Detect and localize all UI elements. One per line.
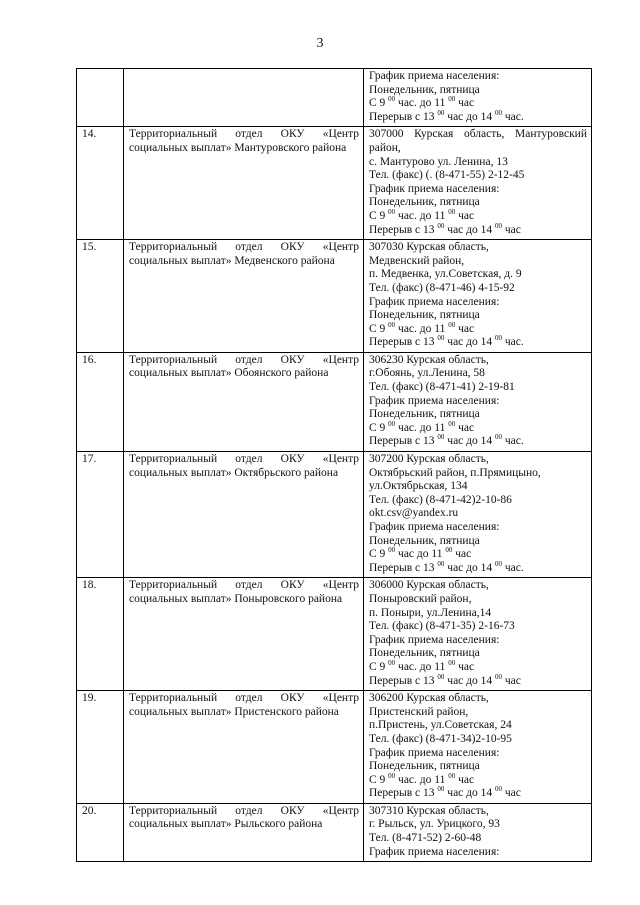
table-row bbox=[77, 127, 592, 240]
minutes-superscript: 00 bbox=[495, 108, 502, 117]
address-line: График приема населения: bbox=[369, 845, 500, 858]
schedule-text: час bbox=[502, 787, 521, 800]
schedule-text: С 9 bbox=[369, 660, 389, 673]
schedule-text: Перерыв с 13 bbox=[369, 110, 438, 123]
address-line: г. Рыльск, ул. Урицкого, 93 bbox=[369, 818, 500, 831]
row-number: 19. bbox=[77, 691, 124, 804]
minutes-superscript: 00 bbox=[437, 334, 445, 343]
address-line: 306000 Курская область, bbox=[369, 579, 489, 592]
address-line: Тел. (факс) (8-471-46) 4-15-92 bbox=[369, 281, 515, 294]
address-line: 307030 Курская область, bbox=[369, 241, 489, 254]
row-number: 18. bbox=[77, 578, 124, 691]
schedule-text: Перерыв с 13 bbox=[369, 435, 438, 448]
minutes-superscript: 00 bbox=[448, 320, 456, 329]
address-line bbox=[369, 672, 587, 689]
address-line: Тел. (факс) (8-471-42)2-10-86 bbox=[369, 493, 512, 506]
minutes-superscript: 00 bbox=[445, 546, 453, 555]
minutes-superscript: 00 bbox=[437, 672, 445, 681]
address-line bbox=[369, 559, 587, 576]
address-line: График приема населения: bbox=[369, 70, 500, 82]
minutes-superscript: 00 bbox=[388, 320, 396, 329]
address-line: Понедельник, пятница bbox=[369, 534, 480, 547]
address-line: с. Мантурово ул. Ленина, 13 bbox=[369, 155, 508, 168]
office-name: Территориальный отдел ОКУ «Центр социальных выплат» Пристенского района bbox=[124, 691, 364, 804]
schedule-text: час. до 11 bbox=[395, 322, 449, 335]
schedule-text: С 9 bbox=[369, 97, 389, 110]
address-line: График приема населения: bbox=[369, 746, 500, 759]
schedule-text: час bbox=[502, 674, 521, 687]
address-line: Октябрьский район, п.Прямицыно, bbox=[369, 466, 541, 479]
address-line bbox=[369, 221, 587, 238]
schedule-text: час bbox=[455, 209, 475, 222]
minutes-superscript: 00 bbox=[437, 785, 445, 794]
address-line: Пристенский район, bbox=[369, 705, 469, 718]
schedule-text: час bbox=[452, 548, 472, 561]
office-name: Территориальный отдел ОКУ «Центр социальных выплат» Мантуровского района bbox=[124, 127, 364, 240]
schedule-text: час bbox=[455, 322, 475, 335]
office-name: Территориальный отдел ОКУ «Центр социальных выплат» Поныровского района bbox=[124, 578, 364, 691]
address-line: Понедельник, пятница bbox=[369, 83, 480, 96]
office-address bbox=[364, 578, 592, 691]
office-name: Территориальный отдел ОКУ «Центр социальных выплат» Обоянского района bbox=[124, 352, 364, 451]
row-number: 14. bbox=[77, 127, 124, 240]
table-row bbox=[77, 803, 592, 861]
schedule-text: час bbox=[455, 97, 475, 110]
offices-table bbox=[76, 68, 592, 862]
schedule-text: час до 14 bbox=[444, 787, 495, 800]
schedule-text: час. bbox=[502, 336, 524, 349]
minutes-superscript: 00 bbox=[388, 207, 396, 216]
address-cell bbox=[364, 69, 592, 127]
address-line bbox=[369, 658, 587, 675]
minutes-superscript: 00 bbox=[437, 559, 445, 568]
schedule-text: Перерыв с 13 bbox=[369, 561, 438, 574]
schedule-text: час. до 11 bbox=[395, 421, 449, 434]
minutes-superscript: 00 bbox=[388, 658, 396, 667]
address-line: г.Обоянь, ул.Ленина, 58 bbox=[369, 367, 485, 380]
address-line: График приема населения: bbox=[369, 633, 500, 646]
office-name: Территориальный отдел ОКУ «Центр социальных выплат» Медвенского района bbox=[124, 240, 364, 353]
address-line: График приема населения: bbox=[369, 182, 500, 195]
address-line: okt.csv@yandex.ru bbox=[369, 507, 459, 520]
office-address bbox=[364, 803, 592, 861]
schedule-text: час до 14 bbox=[444, 223, 495, 236]
address-line: 306230 Курская область, bbox=[369, 353, 489, 366]
address-line: Понедельник, пятница bbox=[369, 309, 480, 322]
schedule-text: час до 14 bbox=[444, 561, 495, 574]
schedule-text: час до 14 bbox=[444, 336, 495, 349]
schedule-text: час bbox=[455, 773, 475, 786]
minutes-superscript: 00 bbox=[448, 95, 456, 104]
address-line: п. Медвенка, ул.Советская, д. 9 bbox=[369, 268, 522, 281]
address-line: График приема населения: bbox=[369, 394, 500, 407]
schedule-text: Перерыв с 13 bbox=[369, 336, 438, 349]
minutes-superscript: 00 bbox=[448, 771, 456, 780]
minutes-superscript: 00 bbox=[495, 559, 502, 568]
address-line bbox=[369, 207, 587, 224]
office-address bbox=[364, 240, 592, 353]
address-line bbox=[369, 419, 587, 436]
row-number: 17. bbox=[77, 452, 124, 578]
row-number-cell bbox=[77, 69, 124, 127]
schedule-text: час до 14 bbox=[444, 110, 495, 123]
table-row bbox=[77, 452, 592, 578]
office-address bbox=[364, 452, 592, 578]
schedule-text: час. до 11 bbox=[395, 97, 449, 110]
table-row bbox=[77, 691, 592, 804]
schedule-text: Перерыв с 13 bbox=[369, 674, 438, 687]
address-line: 307000 Курская область, Мантуровский район, bbox=[369, 128, 587, 154]
address-line: Понедельник, пятница bbox=[369, 647, 480, 660]
offices-table-body bbox=[77, 69, 592, 862]
address-line bbox=[369, 548, 587, 562]
minutes-superscript: 00 bbox=[448, 658, 456, 667]
schedule-text: час до 11 bbox=[395, 548, 446, 561]
address-line bbox=[369, 320, 587, 337]
row-number: 20. bbox=[77, 803, 124, 861]
schedule-text: час bbox=[455, 660, 475, 673]
minutes-superscript: 00 bbox=[437, 221, 445, 230]
schedule-text: С 9 bbox=[369, 421, 389, 434]
address-line: 307310 Курская область, bbox=[369, 804, 489, 817]
row-number: 16. bbox=[77, 352, 124, 451]
address-line: Понедельник, пятница bbox=[369, 196, 480, 209]
schedule-text: час bbox=[502, 223, 521, 236]
address-line: График приема населения: bbox=[369, 295, 500, 308]
address-line bbox=[369, 108, 587, 125]
address-line: ул.Октябрьская, 134 bbox=[369, 480, 468, 493]
page-number: 3 bbox=[316, 36, 324, 51]
address-line: 306200 Курская область, bbox=[369, 692, 489, 705]
office-name: Территориальный отдел ОКУ «Центр социальных выплат» Октябрьского района bbox=[124, 452, 364, 578]
minutes-superscript: 00 bbox=[448, 207, 456, 216]
office-name-cell bbox=[124, 69, 364, 127]
table-row bbox=[77, 352, 592, 451]
table-row-continuation bbox=[77, 69, 592, 127]
address-line bbox=[369, 787, 587, 801]
minutes-superscript: 00 bbox=[495, 221, 502, 230]
schedule-text: час до 14 bbox=[444, 435, 495, 448]
minutes-superscript: 00 bbox=[495, 672, 502, 681]
minutes-superscript: 00 bbox=[437, 108, 445, 117]
schedule-text: Перерыв с 13 bbox=[369, 223, 438, 236]
minutes-superscript: 00 bbox=[388, 95, 396, 104]
schedule-text: С 9 bbox=[369, 209, 389, 222]
address-line: Медвенский район, bbox=[369, 254, 465, 267]
row-number: 15. bbox=[77, 240, 124, 353]
address-line: Тел. (факс) (. (8-471-55) 2-12-45 bbox=[369, 169, 525, 182]
schedule-text: час. bbox=[502, 561, 524, 574]
address-line: Тел. (факс) (8-471-35) 2-16-73 bbox=[369, 620, 515, 633]
address-line bbox=[369, 771, 587, 788]
schedule-text: час. до 11 bbox=[395, 660, 449, 673]
schedule-text: час до 14 bbox=[444, 674, 495, 687]
table-row bbox=[77, 578, 592, 691]
schedule-text: С 9 bbox=[369, 773, 389, 786]
office-address bbox=[364, 352, 592, 451]
office-address bbox=[364, 127, 592, 240]
address-line bbox=[369, 336, 587, 350]
address-line: п.Пристень, ул.Советская, 24 bbox=[369, 719, 512, 732]
minutes-superscript: 00 bbox=[495, 433, 502, 442]
address-line: Тел. (8-471-52) 2-60-48 bbox=[369, 832, 482, 845]
minutes-superscript: 00 bbox=[495, 785, 502, 794]
minutes-superscript: 00 bbox=[448, 419, 456, 428]
schedule-text: час. bbox=[502, 110, 524, 123]
address-line: Понедельник, пятница bbox=[369, 408, 480, 421]
address-line: Тел. (факс) (8-471-34)2-10-95 bbox=[369, 732, 512, 745]
address-line: Тел. (факс) (8-471-41) 2-19-81 bbox=[369, 381, 515, 394]
address-line: п. Поныри, ул.Ленина,14 bbox=[369, 606, 492, 619]
address-line: График приема населения: bbox=[369, 521, 500, 533]
address-line: 307200 Курская область, bbox=[369, 453, 489, 466]
schedule-text: час. bbox=[502, 435, 524, 448]
address-line bbox=[369, 435, 587, 449]
address-line: Поныровский район, bbox=[369, 592, 472, 605]
schedule-text: час. до 11 bbox=[395, 209, 449, 222]
schedule-text: час bbox=[455, 421, 475, 434]
minutes-superscript: 00 bbox=[495, 334, 502, 343]
schedule-text: час. до 11 bbox=[395, 773, 449, 786]
table-row bbox=[77, 240, 592, 353]
schedule-text: Перерыв с 13 bbox=[369, 787, 438, 800]
minutes-superscript: 00 bbox=[437, 433, 445, 442]
schedule-text: С 9 bbox=[369, 322, 389, 335]
address-line bbox=[369, 97, 587, 111]
office-address bbox=[364, 691, 592, 804]
office-name: Территориальный отдел ОКУ «Центр социальных выплат» Рыльского района bbox=[124, 803, 364, 861]
minutes-superscript: 00 bbox=[388, 546, 396, 555]
minutes-superscript: 00 bbox=[388, 419, 396, 428]
schedule-text: С 9 bbox=[369, 548, 389, 561]
address-line: Понедельник, пятница bbox=[369, 760, 480, 773]
minutes-superscript: 00 bbox=[388, 771, 396, 780]
